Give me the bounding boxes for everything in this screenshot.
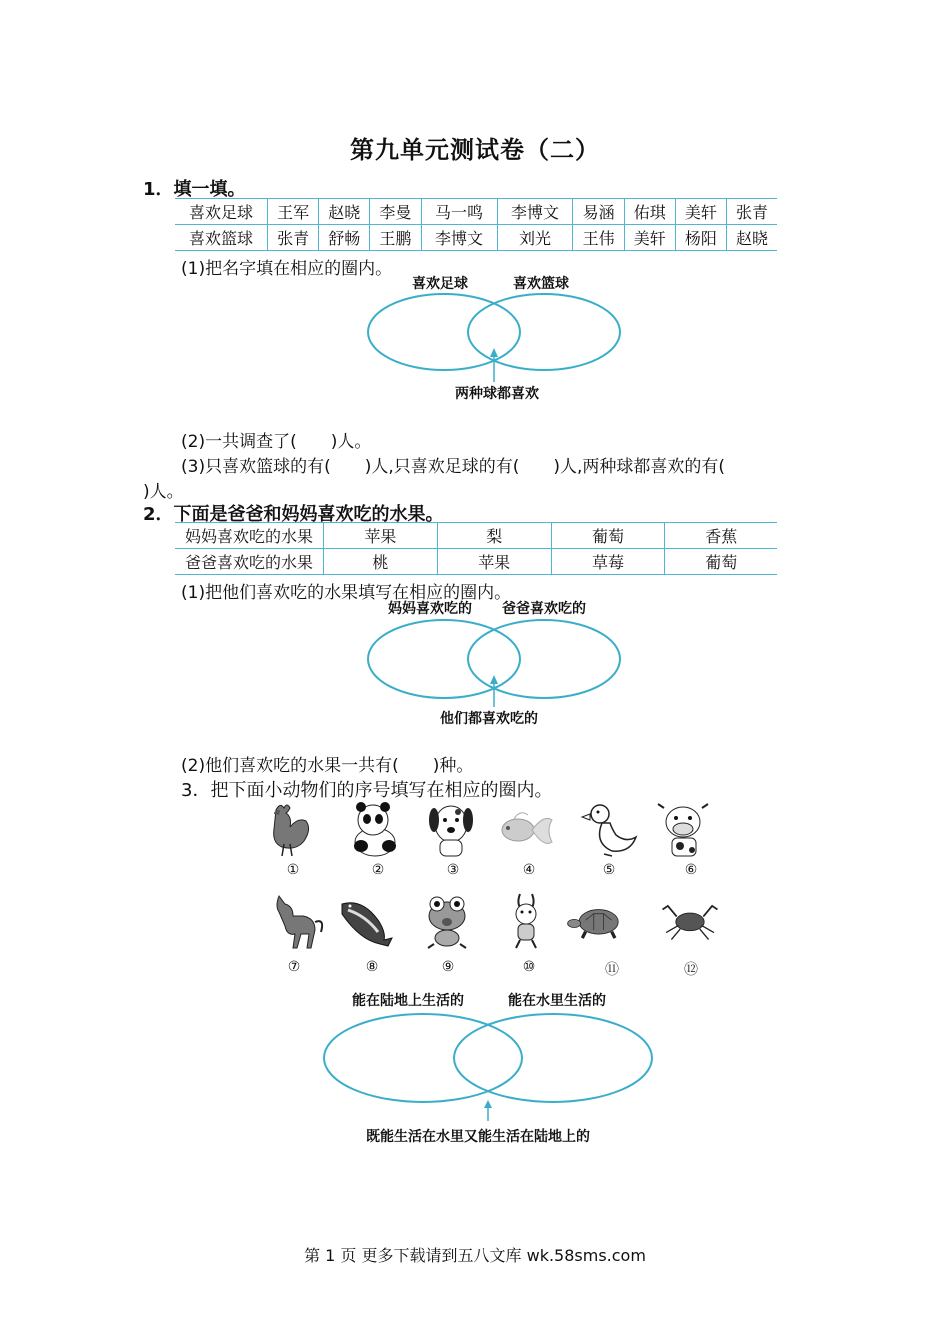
dog-icon [420, 798, 482, 860]
q1-cell: 王伟 [573, 225, 624, 251]
animal-number: ⑨ [441, 959, 455, 975]
venn3-bottom-label: 既能生活在水里又能生活在陆地上的 [366, 1129, 590, 1145]
animal-number: ⑤ [602, 862, 616, 878]
horse-icon [265, 890, 327, 952]
page-title: 第九单元测试卷（二） [350, 135, 600, 164]
venn2-left-label: 妈妈喜欢吃的 [388, 601, 472, 617]
venn-diagram-2 [360, 615, 630, 710]
q1-cell: 张青 [727, 199, 778, 225]
animal-number: ③ [446, 862, 460, 878]
animal-number: ② [371, 862, 385, 878]
q2-cell: 葡萄 [551, 523, 665, 549]
venn1-left-label: 喜欢足球 [412, 276, 468, 292]
q1-row-basketball [175, 225, 777, 251]
q1-cell: 张青 [268, 225, 319, 251]
q2-cell: 草莓 [551, 549, 665, 575]
q2-row-mom [175, 523, 777, 549]
q2-cell: 桃 [324, 549, 438, 575]
turtle-icon [566, 890, 628, 952]
q1-row-football [175, 199, 777, 225]
q1-cell: 杨阳 [675, 225, 726, 251]
animal-number: ⑧ [365, 959, 379, 975]
q1-cell: 王鹏 [370, 225, 421, 251]
q2-cell: 梨 [437, 523, 551, 549]
q1-cell: 李博文 [497, 199, 573, 225]
q1-cell: 佑琪 [624, 199, 675, 225]
venn3-right-label: 能在水里生活的 [508, 993, 606, 1009]
q1-heading: 1．填一填。 [143, 179, 246, 200]
q2-cell: 苹果 [437, 549, 551, 575]
q2-cell: 葡萄 [665, 549, 777, 575]
venn2-right-label: 爸爸喜欢吃的 [502, 601, 586, 617]
animal-number: ⑥ [684, 862, 698, 878]
q1-sub3: (3)只喜欢篮球的有( )人,只喜欢足球的有( )人,两种球都喜欢的有( [181, 457, 726, 477]
q1-cell: 喜欢篮球 [175, 225, 268, 251]
animal-number: ⑦ [287, 959, 301, 975]
q1-sub2: (2)一共调查了( )人。 [181, 432, 372, 452]
whale-icon [338, 890, 400, 952]
q1-cell: 易涵 [573, 199, 624, 225]
q1-cell: 马一鸣 [421, 199, 497, 225]
q1-cell: 美轩 [675, 199, 726, 225]
frog-icon [416, 890, 478, 952]
animal-number: ④ [522, 862, 536, 878]
venn1-right-label: 喜欢篮球 [513, 276, 569, 292]
q1-table [175, 198, 777, 251]
venn-diagram-1 [360, 290, 630, 385]
q1-cell: 王军 [268, 199, 319, 225]
animal-number: ⑫ [684, 962, 698, 978]
rooster-icon [258, 798, 320, 860]
venn3-left-label: 能在陆地上生活的 [352, 993, 464, 1009]
q2-heading: 2．下面是爸爸和妈妈喜欢吃的水果。 [143, 504, 444, 525]
cow-icon [652, 798, 714, 860]
animal-number: ⑪ [605, 962, 619, 978]
q2-cell: 香蕉 [665, 523, 777, 549]
animal-number: ⑩ [522, 959, 536, 975]
q2-cell: 苹果 [324, 523, 438, 549]
panda-icon [343, 798, 405, 860]
rabbit-icon [496, 890, 558, 952]
q1-cell: 刘光 [497, 225, 573, 251]
q1-cell: 李博文 [421, 225, 497, 251]
q1-cell: 赵晓 [727, 225, 778, 251]
q2-sub1: (1)把他们喜欢吃的水果填写在相应的圈内。 [181, 583, 512, 603]
crab-icon [659, 890, 721, 952]
duck-icon [580, 798, 642, 860]
q1-cell: 美轩 [624, 225, 675, 251]
q1-cell: 喜欢足球 [175, 199, 268, 225]
venn1-bottom-label: 两种球都喜欢 [455, 386, 539, 402]
animal-number: ① [286, 862, 300, 878]
q3-heading: 3．把下面小动物们的序号填写在相应的圈内。 [181, 780, 553, 801]
goldfish-icon [494, 798, 556, 860]
q2-row-dad [175, 549, 777, 575]
venn-diagram-3 [315, 1008, 660, 1123]
venn2-bottom-label: 他们都喜欢吃的 [440, 711, 538, 727]
q1-cell: 李曼 [370, 199, 421, 225]
q2-sub2: (2)他们喜欢吃的水果一共有( )种。 [181, 756, 474, 776]
q2-cell: 爸爸喜欢吃的水果 [175, 549, 324, 575]
page-footer: 第 1 页 更多下载请到五八文库 wk.58sms.com [304, 1246, 646, 1265]
q1-sub1: (1)把名字填在相应的圈内。 [181, 259, 393, 279]
q1-cell: 舒畅 [319, 225, 370, 251]
q1-sub3-cont: )人。 [143, 482, 184, 502]
q2-table [175, 522, 777, 575]
q2-cell: 妈妈喜欢吃的水果 [175, 523, 324, 549]
q1-cell: 赵晓 [319, 199, 370, 225]
